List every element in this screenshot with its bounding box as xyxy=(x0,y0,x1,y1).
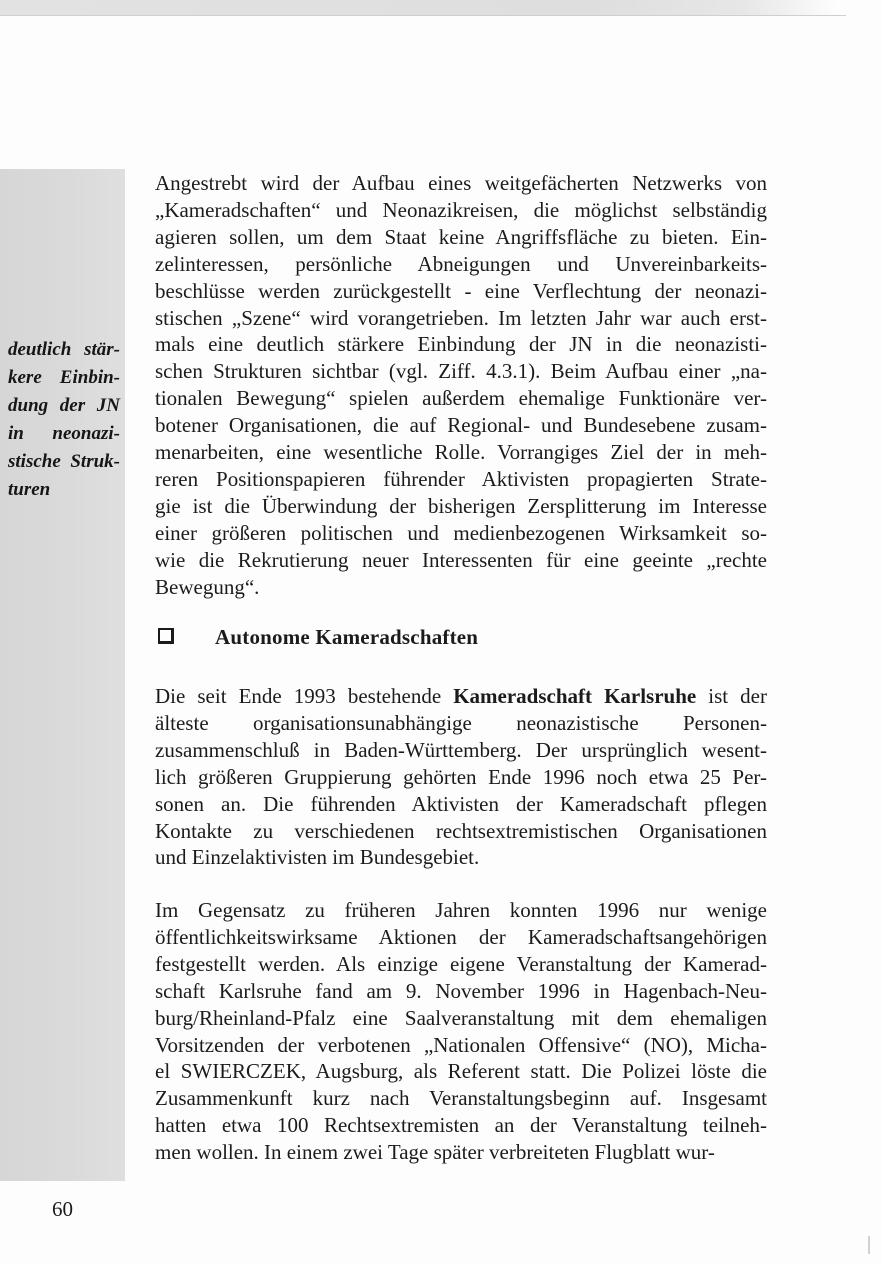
text-line: „Kameradschaften“ und Neonazikreisen, die möglichst selbständig xyxy=(155,197,767,222)
text-line: menarbeiten, eine wesentliche Rolle. Vorrangiges Ziel der in meh- xyxy=(155,440,767,465)
text-line: öffentlichkeitswirksame Aktionen der Kameradschaftsangehörigen xyxy=(155,924,767,949)
text-line: turen xyxy=(8,479,51,500)
text-line: Im Gegensatz zu früheren Jahren konnten 1996 nur wenige xyxy=(155,898,767,922)
page-number: 60 xyxy=(52,1197,73,1221)
text-line: deutlich stär- xyxy=(8,339,120,360)
text-line: mals eine deutlich stärkere Einbindung der JN in die neonazisti- xyxy=(155,332,767,357)
paragraph-kameradschaft-karlsruhe xyxy=(155,683,767,871)
text-line: hatten etwa 100 Rechtsextremisten an der Veranstaltung teilneh- xyxy=(155,1113,767,1138)
text-line: kere Einbin- xyxy=(8,367,120,388)
section-heading xyxy=(155,625,767,655)
text-line: agieren sollen, um dem Staat keine Angriffsfläche zu bieten. Ein- xyxy=(155,224,767,249)
paragraph-1996-events xyxy=(155,897,767,1166)
text-line: el SWIERCZEK, Augsburg, als Referent statt. Die Polizei löste die xyxy=(155,1059,767,1084)
text-line: in neonazi- xyxy=(8,423,120,444)
text-line: einer größeren politischen und medienbezogenen Wirksamkeit so- xyxy=(155,520,767,545)
text-line: wie die Rekrutierung neuer Interessenten für eine geeinte „rechte xyxy=(155,547,767,572)
scan-artifact-top-band xyxy=(0,0,846,15)
text-line: gie ist die Überwindung der bisherigen Zersplitterung im Interesse xyxy=(155,493,767,518)
text-line: schaft Karlsruhe fand am 9. November 1996 in Hagenbach-Neu- xyxy=(155,978,767,1003)
text-line: Kontakte zu verschiedenen rechtsextremistischen Organisationen xyxy=(155,818,767,843)
text-line: burg/Rheinland-Pfalz eine Saalveranstaltung mit dem ehemaligen xyxy=(155,1005,767,1030)
text-line: zusammenschluß in Baden-Württemberg. Der ursprünglich wesent- xyxy=(155,737,767,762)
scan-artifact-right-tick xyxy=(868,1236,870,1254)
text-line: festgestellt werden. Als einzige eigene Veranstaltung der Kamerad- xyxy=(155,951,767,976)
text-line: Angestrebt wird der Aufbau eines weitgefächerten Netzwerks von xyxy=(155,171,767,195)
text-line: dung der JN xyxy=(8,395,120,416)
text-line: Die seit Ende 1993 bestehende Kameradschaft Karlsruhe ist der xyxy=(155,684,767,708)
text-line: und Einzelaktivisten im Bundesgebiet. xyxy=(155,845,480,870)
text-line: stischen „Szene“ wird vorangetrieben. Im letzten Jahr war auch erst- xyxy=(155,305,767,330)
text-line: älteste organisationsunabhängige neonazistische Personen- xyxy=(155,710,767,735)
square-bullet-icon xyxy=(158,628,174,644)
text-line: Vorsitzenden der verbotenen „Nationalen Offensive“ (NO), Micha- xyxy=(155,1032,767,1057)
text-line: stische Struk- xyxy=(8,451,120,472)
text-line: Bewegung“. xyxy=(155,574,260,599)
sidebar-panel xyxy=(0,169,125,1181)
text-line: tionalen Bewegung“ spielen außerdem ehemalige Funktionäre ver- xyxy=(155,386,767,411)
text-line: botener Organisationen, die auf Regional- und Bundesebene zusam- xyxy=(155,413,767,438)
text-line: beschlüsse werden zurückgestellt - eine Verflechtung der neonazi- xyxy=(155,278,767,303)
text-line: schen Strukturen sichtbar (vgl. Ziff. 4.3.1). Beim Aufbau einer „na- xyxy=(155,359,767,384)
text-line: Zusammenkunft kurz nach Veranstaltungsbeginn auf. Insgesamt xyxy=(155,1086,767,1111)
text-line: lich größeren Gruppierung gehörten Ende 1996 noch etwa 25 Per- xyxy=(155,764,767,789)
text-line: reren Positionspapieren führender Aktivisten propagierten Strate- xyxy=(155,466,767,491)
paragraph-networks xyxy=(155,170,767,601)
text-line: zelinteressen, persönliche Abneigungen und Unvereinbarkeits- xyxy=(155,251,767,276)
text-line: men wollen. In einem zwei Tage später verbreiteten Flugblatt wur- xyxy=(155,1140,715,1165)
section-heading-label: Autonome Kameradschaften xyxy=(215,625,479,649)
margin-note xyxy=(8,336,120,504)
text-line: sonen an. Die führenden Aktivisten der Kameradschaft pflegen xyxy=(155,791,767,816)
